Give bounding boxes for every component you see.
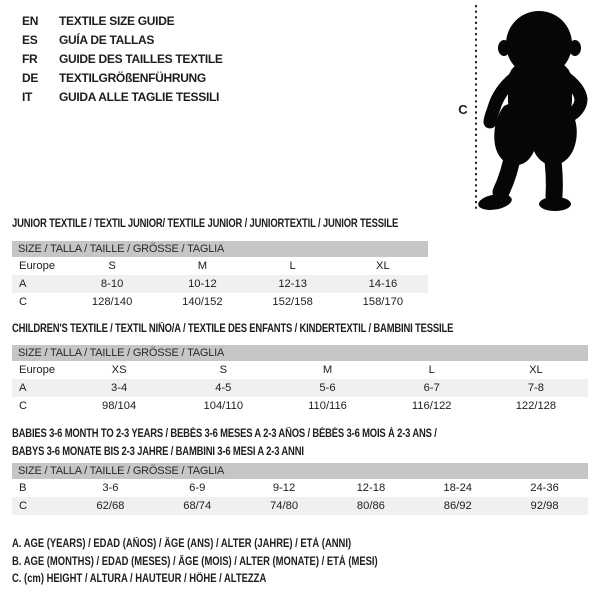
junior-size-table: [12, 241, 428, 311]
size-cell: 3-4: [111, 382, 128, 394]
size-cell: 128/140: [91, 296, 133, 308]
footnote-legend: [12, 536, 458, 589]
size-cell: S: [219, 364, 228, 376]
size-table-header: SIZE / TALLA / TAILLE / GRÖSSE / TAGLIA: [12, 345, 588, 361]
children-size-table: [12, 345, 588, 415]
footnote-c-text: C. (cm) HEIGHT / ALTURA / HAUTEUR / HÖHE / ALTEZZA: [12, 573, 267, 585]
row-label: A: [19, 278, 27, 290]
language-row-it: [22, 87, 223, 106]
size-cell: 7-8: [527, 382, 544, 394]
language-row-de: [22, 68, 223, 87]
size-cell: 5-6: [319, 382, 336, 394]
size-cell: 9-12: [272, 482, 296, 494]
size-cell: S: [108, 260, 116, 272]
size-cell: XL: [376, 260, 390, 272]
row-label: C: [19, 400, 28, 412]
language-label: TEXTILGRÖßENFÜHRUNG: [59, 70, 206, 85]
children-table-title: [12, 320, 550, 338]
row-label: C: [19, 500, 28, 512]
size-cell: 10-12: [188, 278, 217, 290]
language-title-list: [22, 11, 223, 106]
language-label: GUÍA DE TALLAS: [59, 32, 155, 47]
babies-table-title: [12, 425, 530, 461]
size-cell: 158/170: [362, 296, 404, 308]
babies-size-table: [12, 463, 588, 515]
size-cell: L: [428, 364, 435, 376]
size-cell: 110/116: [308, 400, 347, 412]
size-cell: 14-16: [368, 278, 398, 290]
size-cell: 140/152: [182, 296, 223, 308]
size-cell: 12-18: [356, 482, 386, 494]
footnote-c: [12, 571, 458, 589]
size-cell: XL: [529, 364, 543, 376]
footnote-a-text: A. AGE (YEARS) / EDAD (AÑOS) / ÂGE (ANS) / ALTER (JAHRE) / ETÀ (ANNI): [12, 538, 352, 550]
size-cell: 122/128: [515, 400, 557, 412]
language-row-en: [22, 11, 223, 30]
size-cell: 152/158: [272, 296, 313, 308]
row-label: A: [19, 382, 27, 394]
junior-table-title-text: JUNIOR TEXTILE / TEXTIL JUNIOR/ TEXTILE JUNIOR / JUNIORTEXTIL / JUNIOR TESSILE: [12, 218, 399, 230]
row-label: B: [19, 482, 27, 494]
size-cell: 6-9: [189, 482, 206, 494]
baby-silhouette-icon: [468, 3, 598, 213]
size-cell: 12-13: [278, 278, 307, 290]
size-cell: 62/68: [96, 500, 125, 512]
size-cell: XS: [111, 364, 127, 376]
size-cell: 3-6: [102, 482, 119, 494]
language-code: ES: [22, 32, 38, 47]
table-row-height: [12, 397, 588, 415]
size-cell: 98/104: [101, 400, 137, 412]
size-cell: 8-10: [100, 278, 124, 290]
size-cell: M: [322, 364, 333, 376]
junior-table-title: [12, 215, 483, 233]
size-cell: 86/92: [443, 500, 472, 512]
table-row-months: [12, 479, 588, 497]
row-label: C: [19, 296, 28, 308]
table-row-height: [12, 497, 588, 515]
baby-figure: [455, 0, 600, 215]
size-cell: 6-7: [423, 382, 440, 394]
size-cell: 80/86: [356, 500, 385, 512]
size-cell: 68/74: [183, 500, 212, 512]
language-code: DE: [22, 70, 39, 85]
row-label: Europe: [19, 364, 56, 376]
language-code: EN: [22, 13, 39, 28]
table-row-height: [12, 293, 428, 311]
language-code: FR: [22, 51, 38, 66]
footnote-b-text: B. AGE (MONTHS) / EDAD (MESES) / ÂGE (MOIS) / ALTER (MONATE) / ETÀ (MESI): [12, 555, 378, 568]
babies-table-title-line2: BABYS 3-6 MONATE BIS 2-3 JAHRE / BAMBINI 3-6 MESI A 2-3 ANNI: [12, 446, 304, 458]
language-label: GUIDE DES TAILLES TEXTILE: [59, 51, 223, 66]
height-marker-label: C: [458, 102, 468, 117]
babies-table-title-line1: BABIES 3-6 MONTH TO 2-3 YEARS / BEBÉS 3-6 MESES A 2-3 AÑOS / BÉBÉS 3-6 MOIS À 2-3 ANS /: [12, 428, 437, 440]
size-cell: 74/80: [270, 500, 299, 512]
size-table-header: SIZE / TALLA / TAILLE / GRÖSSE / TAGLIA: [12, 241, 428, 257]
size-cell: 92/98: [530, 500, 559, 512]
language-code: IT: [22, 89, 33, 104]
size-table-header: SIZE / TALLA / TAILLE / GRÖSSE / TAGLIA: [12, 463, 588, 479]
size-cell: 116/122: [411, 400, 452, 412]
size-cell: 18-24: [443, 482, 473, 494]
language-row-es: [22, 30, 223, 49]
size-cell: L: [289, 260, 296, 272]
size-cell: 4-5: [215, 382, 232, 394]
footnote-b: [12, 554, 458, 572]
size-cell: 24-36: [530, 482, 559, 494]
row-label: Europe: [19, 260, 56, 272]
table-row-age: [12, 379, 588, 397]
table-row-age: [12, 275, 428, 293]
size-cell: M: [197, 260, 208, 272]
footnote-a: [12, 536, 458, 554]
table-row-europe: [12, 361, 588, 379]
children-table-title-text: CHILDREN'S TEXTILE / TEXTIL NIÑO/A / TEXTILE DES ENFANTS / KINDERTEXTIL / BAMBINI TESSILE: [12, 323, 454, 335]
language-row-fr: [22, 49, 223, 68]
size-cell: 104/110: [203, 400, 244, 412]
table-row-europe: [12, 257, 428, 275]
language-label: GUIDA ALLE TAGLIE TESSILI: [59, 89, 220, 104]
language-label: TEXTILE SIZE GUIDE: [59, 13, 175, 28]
